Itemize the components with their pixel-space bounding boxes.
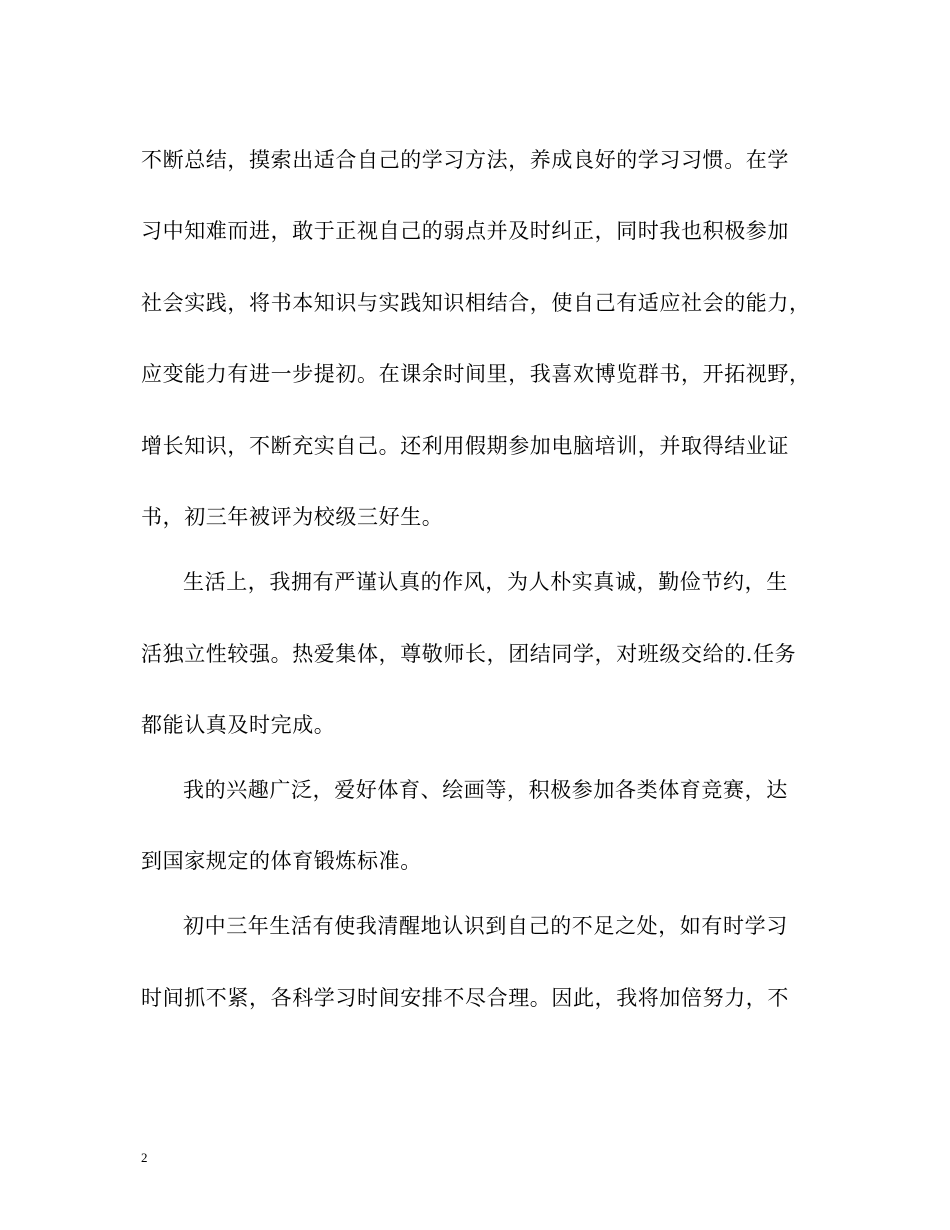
paragraph-line: 习中知难而进，敢于正视自己的弱点并及时纠正，同时我也积极参加 [141,219,789,243]
paragraph-line: 到国家规定的体育锻炼标准。 [141,849,422,873]
paragraph-line: 生活上，我拥有严谨认真的作风，为人朴实真诚，勤俭节约，生 [183,570,788,594]
paragraph-line: 书，初三年被评为校级三好生。 [141,505,444,529]
paragraph-line: 不断总结，摸索出适合自己的学习方法，养成良好的学习习惯。在学 [141,148,789,172]
paragraph-line: 增长知识，不断充实自己。还利用假期参加电脑培训，并取得结业证 [141,434,789,458]
paragraph-line: 我的兴趣广泛，爱好体育、绘画等，积极参加各类体育竞赛，达 [183,778,788,802]
page-number: 2 [141,1150,148,1165]
paragraph-line: 活独立性较强。热爱集体，尊敬师长，团结同学，对班级交给的.任务 [141,642,797,666]
paragraph-line: 社会实践，将书本知识与实践知识相结合，使自己有适应社会的能力， [141,291,811,315]
paragraph-line: 应变能力有进一步提初。在课余时间里，我喜欢博览群书，开拓视野， [141,362,811,386]
paragraph-line: 都能认真及时完成。 [141,713,336,737]
paragraph-line: 初中三年生活有使我清醒地认识到自己的不足之处，如有时学习 [183,914,788,938]
paragraph-line: 时间抓不紧，各科学习时间安排不尽合理。因此，我将加倍努力，不 [141,986,789,1010]
